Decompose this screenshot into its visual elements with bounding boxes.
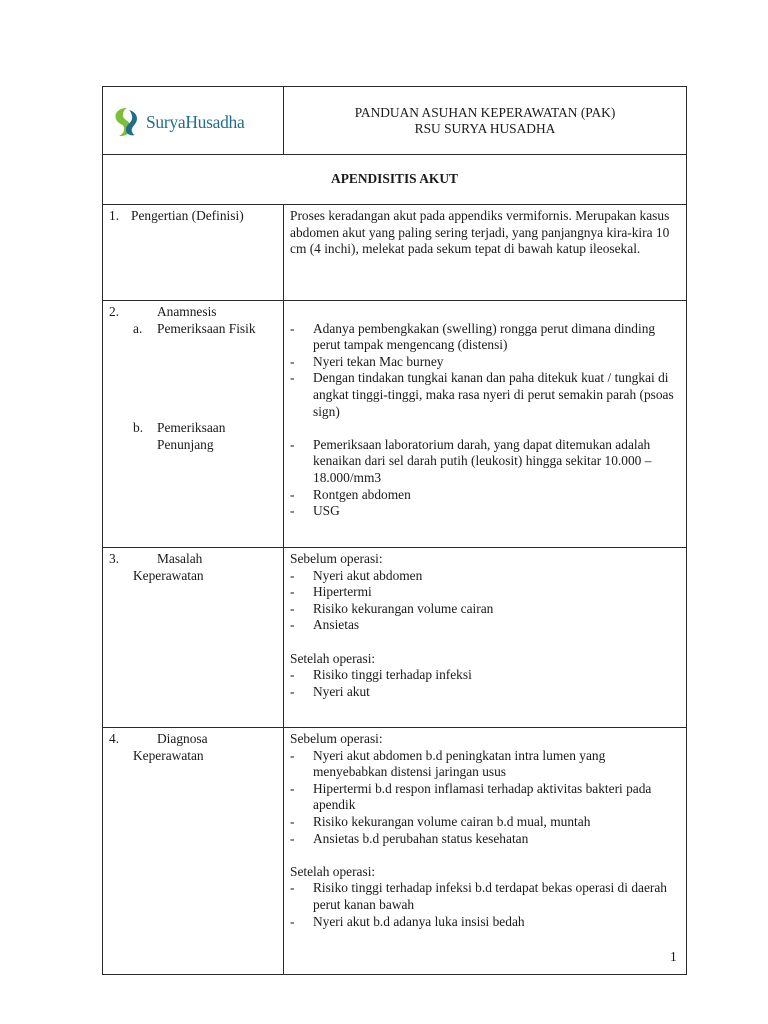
before-surgery-heading: Sebelum operasi: <box>290 731 383 746</box>
section-definition-content <box>284 205 687 301</box>
section-number: 3. <box>109 551 120 566</box>
header-title-cell <box>284 87 687 155</box>
subsection-letter: a. <box>133 320 143 336</box>
section-anamnesis-label <box>103 301 284 548</box>
section-label: Masalah <box>157 551 203 566</box>
definition-text: Proses keradangan akut pada appendiks vermifornis. Merupakan kasus abdomen akut yang paling sering terjadi, yang panjangnya kira-kira 10 cm (4 inchi), melekat pada sekum tepat di bawah katup ileosekal. <box>290 208 670 257</box>
after-surgery-list <box>290 880 680 930</box>
section-nursing-diagnosis-content <box>284 728 687 975</box>
after-surgery-heading: Setelah operasi: <box>290 863 376 879</box>
list-item: - Hipertermi <box>290 584 680 601</box>
title-row <box>103 155 687 205</box>
after-surgery-heading: Setelah operasi: <box>290 650 376 666</box>
section-nursing-diagnosis-row <box>103 728 687 975</box>
physical-exam-list <box>290 321 680 421</box>
before-surgery-heading: Sebelum operasi: <box>290 551 383 566</box>
list-item: - USG <box>290 503 680 520</box>
list-item: - Pemeriksaan laboratorium darah, yang dapat ditemukan adalah kenaikan dari sel darah putih (leukosit) hingga sekitar 10.000 – 18.000/mm3 <box>290 437 680 487</box>
subsection-letter: b. <box>133 420 144 436</box>
section-definition-label <box>103 205 284 301</box>
subsection-label: Pemeriksaan Fisik <box>157 320 256 336</box>
list-item: - Nyeri akut abdomen b.d peningkatan intra lumen yang menyebabkan distensi jaringan usus <box>290 748 680 781</box>
header-row <box>103 87 687 155</box>
section-label: Diagnosa <box>157 731 208 746</box>
logo-cell <box>103 87 284 155</box>
list-item: - Nyeri akut <box>290 684 680 701</box>
page-number: 1 <box>670 949 677 964</box>
before-surgery-list <box>290 748 680 848</box>
hospital-logo <box>103 104 283 138</box>
section-definition-row <box>103 205 687 301</box>
section-nursing-diagnosis-label <box>103 728 284 975</box>
section-anamnesis-row <box>103 301 687 548</box>
section-number: 1. <box>109 208 120 223</box>
after-surgery-list <box>290 667 680 700</box>
document-table <box>102 86 687 975</box>
document-title: APENDISITIS AKUT <box>103 155 687 205</box>
section-anamnesis-content <box>284 301 687 548</box>
logo-text: SuryaHusadha <box>146 111 245 132</box>
section-nursing-problems-label <box>103 548 284 728</box>
section-label-cont: Keperawatan <box>133 567 204 583</box>
list-item: - Risiko tinggi terhadap infeksi b.d terdapat bekas operasi di daerah perut kanan bawah <box>290 880 680 913</box>
list-item: - Risiko kekurangan volume cairan <box>290 601 680 618</box>
section-number: 2. <box>109 304 120 319</box>
subsection-label-cont: Penunjang <box>157 436 214 452</box>
logo-mark-icon <box>111 106 141 138</box>
list-item: - Dengan tindakan tungkai kanan dan paha ditekuk kuat / tungkai di angkat tinggi-tinggi, maka rasa nyeri di perut semakin parah (psoas sign) <box>290 370 680 420</box>
section-label-cont: Keperawatan <box>133 747 204 763</box>
list-item: - Nyeri akut b.d adanya luka insisi bedah <box>290 914 680 931</box>
list-item: - Nyeri tekan Mac burney <box>290 354 680 371</box>
list-item: - Ansietas b.d perubahan status kesehatan <box>290 831 680 848</box>
list-item: - Ansietas <box>290 617 680 634</box>
section-label: Anamnesis <box>157 304 217 319</box>
subsection-label: Pemeriksaan <box>157 420 226 436</box>
list-item: - Adanya pembengkakan (swelling) rongga perut dimana dinding perut tampak mengencang (distensi) <box>290 321 680 354</box>
section-number: 4. <box>109 731 120 746</box>
list-item: - Risiko kekurangan volume cairan b.d mual, muntah <box>290 814 680 831</box>
header-title-line1: PANDUAN ASUHAN KEPERAWATAN (PAK) <box>354 104 616 120</box>
list-item: - Risiko tinggi terhadap infeksi <box>290 667 680 684</box>
header-title-line2: RSU SURYA HUSADHA <box>414 120 556 136</box>
before-surgery-list <box>290 568 680 634</box>
section-nursing-problems-content <box>284 548 687 728</box>
section-label: Pengertian (Definisi) <box>131 208 244 223</box>
list-item: - Nyeri akut abdomen <box>290 568 680 585</box>
list-item: - Rontgen abdomen <box>290 487 680 504</box>
section-nursing-problems-row <box>103 548 687 728</box>
list-item: - Hipertermi b.d respon inflamasi terhadap aktivitas bakteri pada apendik <box>290 781 680 814</box>
supporting-exam-list <box>290 437 680 520</box>
